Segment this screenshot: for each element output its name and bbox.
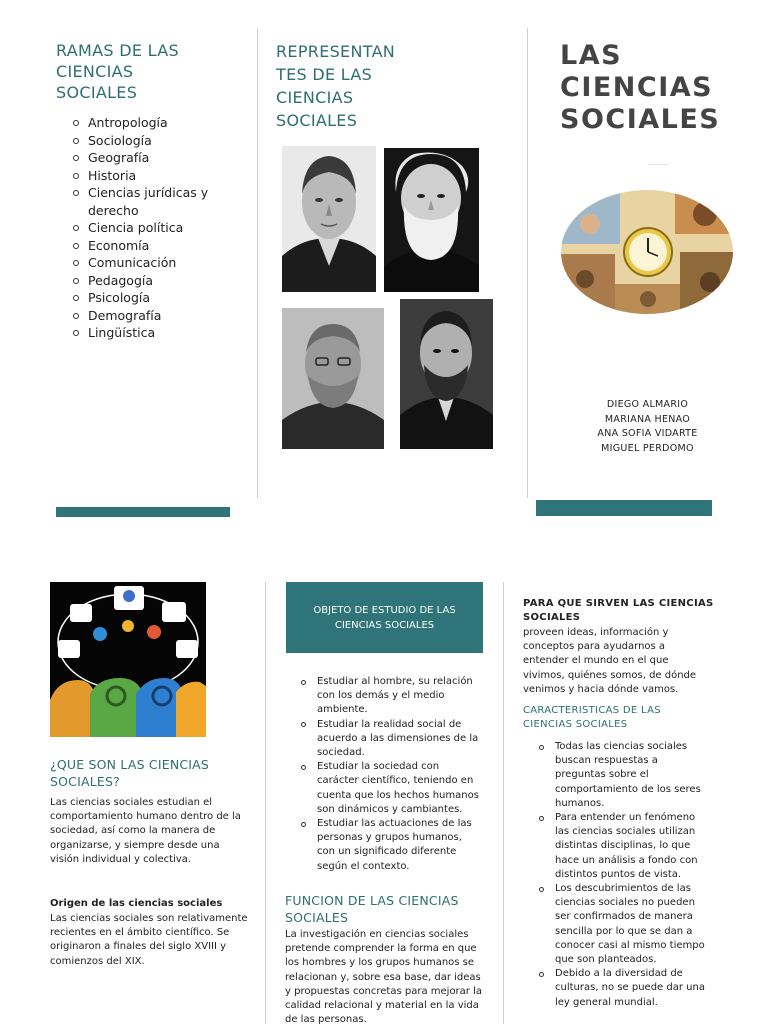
- what-are-heading: ¿QUE SON LAS CIENCIAS SOCIALES?: [50, 757, 210, 789]
- function-text: La investigación en ciencias sociales pretende comprender la forma en que los hombres y los grupos humanos se relacionan y, sobre esa base, dar ideas y propuestas concretas para mejorar la calidad relacional y material en la vida de las personas.: [285, 929, 482, 1026]
- study-object-title: OBJETO DE ESTUDIO DE LAS CIENCIAS SOCIALES: [313, 604, 456, 631]
- branch-list-item: Antropología: [56, 114, 216, 132]
- study-object-item: Estudiar la sociedad con carácter científico, teniendo en cuenta que los hechos humanos son dinámicos y cambiantes.: [283, 760, 483, 817]
- column-divider-2: [527, 28, 528, 498]
- branch-list-item: Psicología: [56, 289, 216, 307]
- representatives-heading: REPRESENTAN TES DE LAS CIENCIAS SOCIALES: [276, 42, 396, 130]
- purpose-text: proveen ideas, información y conceptos para ayudarnos a entender el mundo en el que vivimos, quiénes somos, de dónde venimos y hacia dónde vamos.: [523, 627, 697, 695]
- origin-heading: Origen de las ciencias sociales: [50, 898, 223, 909]
- characteristic-item: Los descubrimientos de las ciencias sociales no pueden ser confirmados de manera sencilla por lo que se dan a conocer casi al mismo tiempo que son planteados.: [521, 882, 711, 967]
- function-heading: FUNCION DE LAS CIENCIAS SOCIALES: [285, 893, 459, 925]
- characteristic-item: Para entender un fenómeno las ciencias sociales utilizan distintas disciplinas, lo que hace un análisis a fondo con distintos puntos de vista.: [521, 811, 711, 882]
- branch-list-item: Ciencias jurídicas y derecho: [56, 184, 216, 219]
- column-divider-4: [503, 582, 504, 1024]
- branch-list-item: Geografía: [56, 149, 216, 167]
- accent-bar-right: [536, 500, 712, 516]
- study-object-box: [286, 582, 483, 653]
- branch-list-item: Pedagogía: [56, 272, 216, 290]
- branch-list-item: Comunicación: [56, 254, 216, 272]
- portrait-image-3: [282, 308, 384, 449]
- study-object-list: [283, 675, 483, 874]
- branch-list-item: Ciencia política: [56, 219, 216, 237]
- portrait-image-1: [282, 146, 376, 292]
- branch-list-item: Sociología: [56, 132, 216, 150]
- characteristics-heading: CARACTERISTICAS DE LAS CIENCIAS SOCIALES: [523, 705, 661, 731]
- history-collage-image: [560, 164, 735, 314]
- characteristic-item: Todas las ciencias sociales buscan respuestas a preguntas sobre el comportamiento de los seres humanos.: [521, 740, 711, 811]
- accent-bar-left: [56, 507, 230, 517]
- column-divider-1: [257, 28, 258, 498]
- portrait-image-2: [384, 148, 479, 292]
- characteristic-item: Debido a la diversidad de culturas, no se puede dar una ley general mundial.: [521, 967, 711, 1010]
- study-object-item: Estudiar al hombre, su relación con los demás y el medio ambiente.: [283, 675, 483, 718]
- author-name: DIEGO ALMARIO: [606, 399, 689, 410]
- author-name: MARIANA HENAO: [604, 413, 691, 425]
- what-are-text: Las ciencias sociales estudian el comportamiento humano dentro de la sociedad, así como la manera de organizarse, y siempre desde una visión individual y colectiva.: [50, 797, 241, 865]
- characteristics-list: [521, 740, 711, 1010]
- author-name: ANA SOFIA VIDARTE: [597, 428, 698, 439]
- branch-list-item: Historia: [56, 167, 216, 185]
- branch-list-item: Lingüística: [56, 324, 216, 342]
- study-object-item: Estudiar las actuaciones de las personas y grupos humanos, con un significado diferente según el contexto.: [283, 817, 483, 874]
- portrait-image-4: [400, 299, 493, 449]
- author-name: MIGUEL PERDOMO: [601, 442, 694, 454]
- authors-list: [560, 398, 735, 456]
- branches-list: [56, 114, 216, 342]
- purpose-heading: PARA QUE SIRVEN LAS CIENCIAS SOCIALES: [523, 598, 714, 624]
- brochure-title: LAS CIENCIAS SOCIALES: [560, 40, 721, 135]
- branch-list-item: Demografía: [56, 307, 216, 325]
- study-object-item: Estudiar la realidad social de acuerdo a las dimensiones de la sociedad.: [283, 718, 483, 761]
- column-divider-3: [265, 582, 266, 1024]
- branch-list-item: Economía: [56, 237, 216, 255]
- branches-heading: RAMAS DE LAS CIENCIAS SOCIALES: [56, 41, 179, 102]
- heads-illustration-image: [50, 582, 206, 737]
- origin-text: Las ciencias sociales son relativamente recientes en el ámbito científico. Se originaron a finales del siglo XVIII y comienzos del XIX.: [50, 913, 248, 967]
